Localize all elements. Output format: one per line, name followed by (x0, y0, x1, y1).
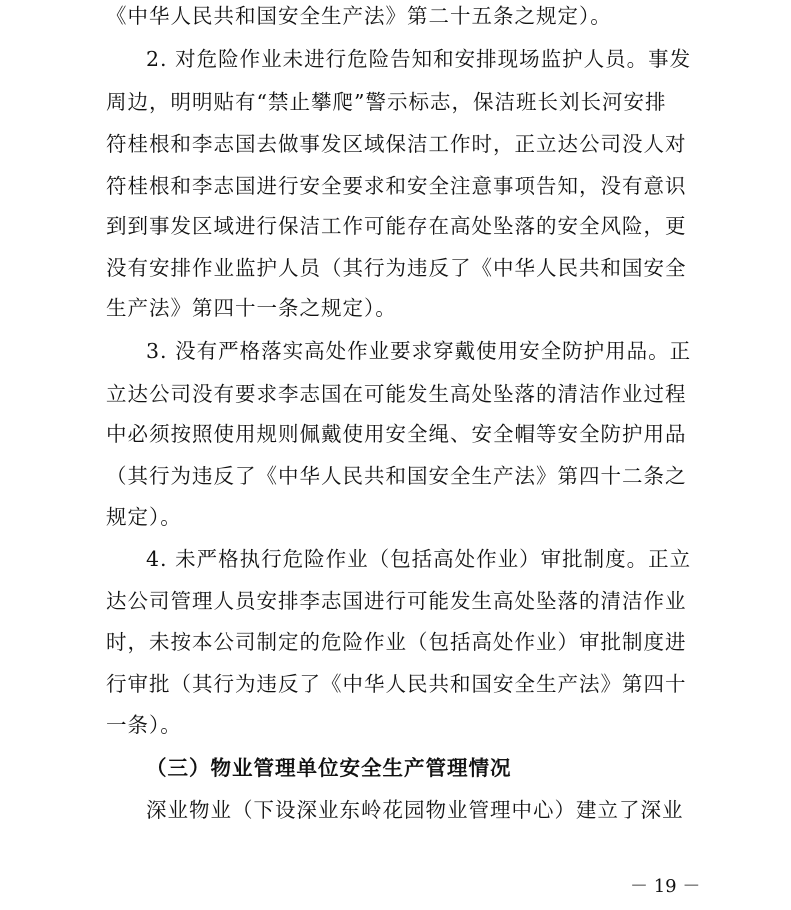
paragraph-line: 立达公司没有要求李志国在可能发生高处坠落的清洁作业过程 (106, 382, 687, 406)
page-number: － 19 － (630, 876, 701, 897)
paragraph-line: 符桂根和李志国进行安全要求和安全注意事项告知，没有意识 (106, 174, 687, 198)
paragraph-line: 周边，明明贴有“禁止攀爬”警示标志，保洁班长刘长河安排 (106, 90, 667, 114)
paragraph-line: 2. 对危险作业未进行危险告知和安排现场监护人员。事发 (146, 47, 692, 71)
paragraph-line: 一条）。 (106, 713, 182, 737)
paragraph-line: 规定）。 (106, 505, 182, 529)
paragraph-line: （其行为违反了《中华人民共和国安全生产法》第四十二条之 (106, 464, 687, 488)
paragraph-line: 3. 没有严格落实高处作业要求穿戴使用安全防护用品。正 (146, 339, 692, 363)
paragraph-line: 《中华人民共和国安全生产法》第二十五条之规定）。 (106, 4, 612, 28)
paragraph-line: 生产法》第四十一条之规定）。 (106, 296, 397, 320)
paragraph-line: 到到事发区域进行保洁工作可能存在高处坠落的安全风险，更 (106, 214, 687, 238)
paragraph-line: 深业物业（下设深业东岭花园物业管理中心）建立了深业 (146, 798, 684, 822)
paragraph-line: 符桂根和李志国去做事发区域保洁工作时，正立达公司没人对 (106, 132, 687, 156)
paragraph-line: 没有安排作业监护人员（其行为违反了《中华人民共和国安全 (106, 256, 687, 280)
paragraph-line: 4. 未严格执行危险作业（包括高处作业）审批制度。正立 (146, 547, 692, 571)
paragraph-line: 时，未按本公司制定的危险作业（包括高处作业）审批制度进 (106, 630, 687, 654)
section-heading: （三）物业管理单位安全生产管理情况 (146, 756, 512, 780)
paragraph-line: 中必须按照使用规则佩戴使用安全绳、安全帽等安全防护用品 (106, 422, 687, 446)
paragraph-line: 达公司管理人员安排李志国进行可能发生高处坠落的清洁作业 (106, 589, 687, 613)
paragraph-line: 行审批（其行为违反了《中华人民共和国安全生产法》第四十 (106, 672, 687, 696)
